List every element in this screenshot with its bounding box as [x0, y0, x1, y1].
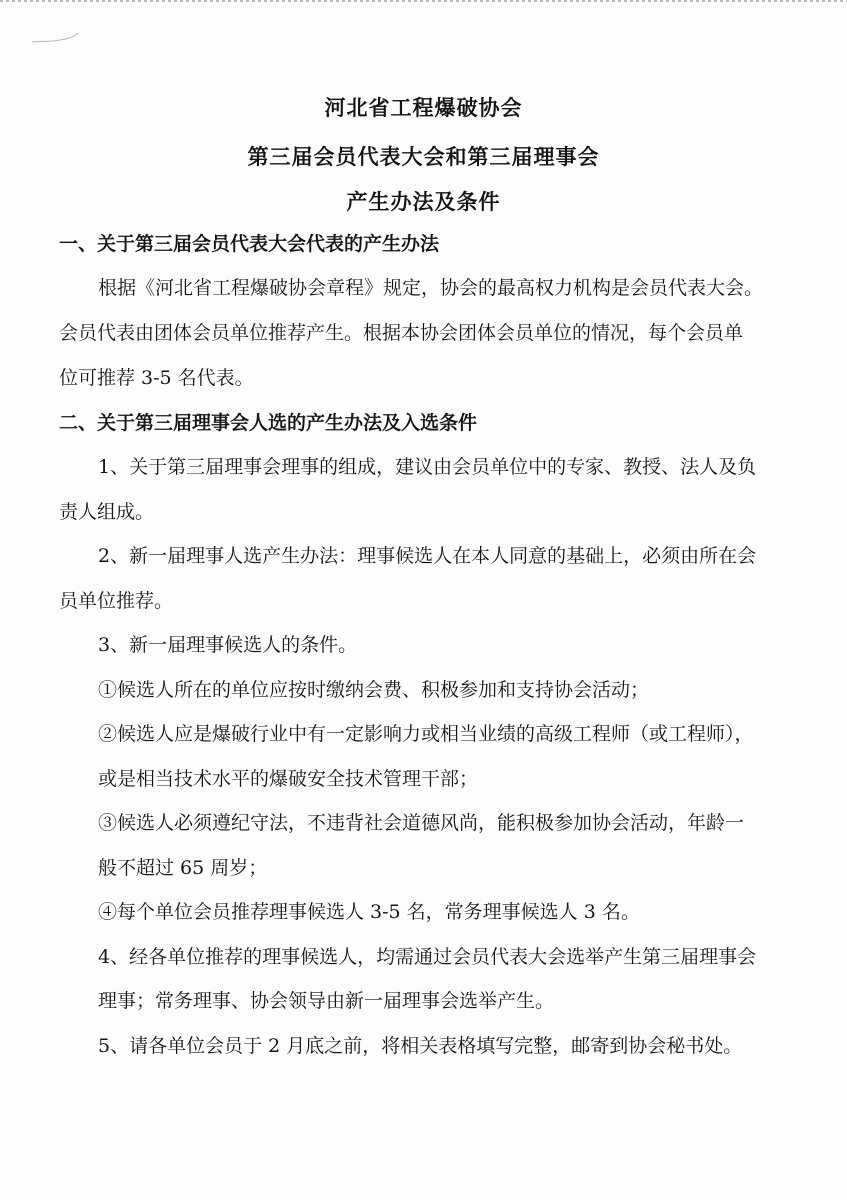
item4-line2: 理事；常务理事、协会领导由新一届理事会选举产生。: [98, 990, 555, 1012]
section1-para-line3: 位可推荐 3-5 名代表。: [59, 367, 254, 389]
doc-title-line2: 第三届会员代表大会和第三届理事会: [247, 145, 600, 169]
condition4: ④每个单位会员推荐理事候选人 3-5 名，常务理事候选人 3 名。: [98, 901, 640, 923]
item2-line1: 2、新一届理事人选产生办法：理事候选人在本人同意的基础上，必须由所在会: [98, 545, 757, 567]
condition2-line1: ②候选人应是爆破行业中有一定影响力或相当业绩的高级工程师（或工程师），: [98, 723, 754, 745]
item5: 5、请各单位会员于 2 月底之前，将相关表格填写完整，邮寄到协会秘书处。: [98, 1035, 743, 1057]
item2-line2: 员单位推荐。: [59, 590, 174, 612]
condition1: ①候选人所在的单位应按时缴纳会费、积极参加和支持协会活动；: [98, 679, 650, 701]
condition3-line2: 般不超过 65 周岁；: [98, 857, 268, 879]
doc-title-line1: 河北省工程爆破协会: [324, 96, 523, 120]
section2-heading: 二、关于第三届理事会人选的产生办法及入选条件: [59, 412, 478, 434]
item1-line1: 1、关于第三届理事会理事的组成，建议由会员单位中的专家、教授、法人及负: [98, 456, 757, 478]
item4-line1: 4、经各单位推荐的理事候选人，均需通过会员代表大会选举产生第三届理事会: [98, 946, 757, 968]
section1-heading: 一、关于第三届会员代表大会代表的产生办法: [59, 233, 440, 255]
condition3-line1: ③候选人必须遵纪守法，不违背社会道德风尚，能积极参加协会活动，年龄一: [98, 812, 745, 834]
condition2-line2: 或是相当技术水平的爆破安全技术管理干部；: [98, 768, 479, 790]
item3: 3、新一届理事候选人的条件。: [98, 634, 358, 656]
scan-edge: [0, 0, 847, 2]
section1-para-line2: 会员代表由团体会员单位推荐产生。根据本协会团体会员单位的情况，每个会员单: [59, 322, 744, 344]
item1-line2: 责人组成。: [59, 501, 155, 523]
section1-para-line1: 根据《河北省工程爆破协会章程》规定，协会的最高权力机构是会员代表大会。: [98, 277, 764, 299]
scan-mark: [30, 30, 80, 48]
doc-title-line3: 产生办法及条件: [346, 190, 501, 214]
